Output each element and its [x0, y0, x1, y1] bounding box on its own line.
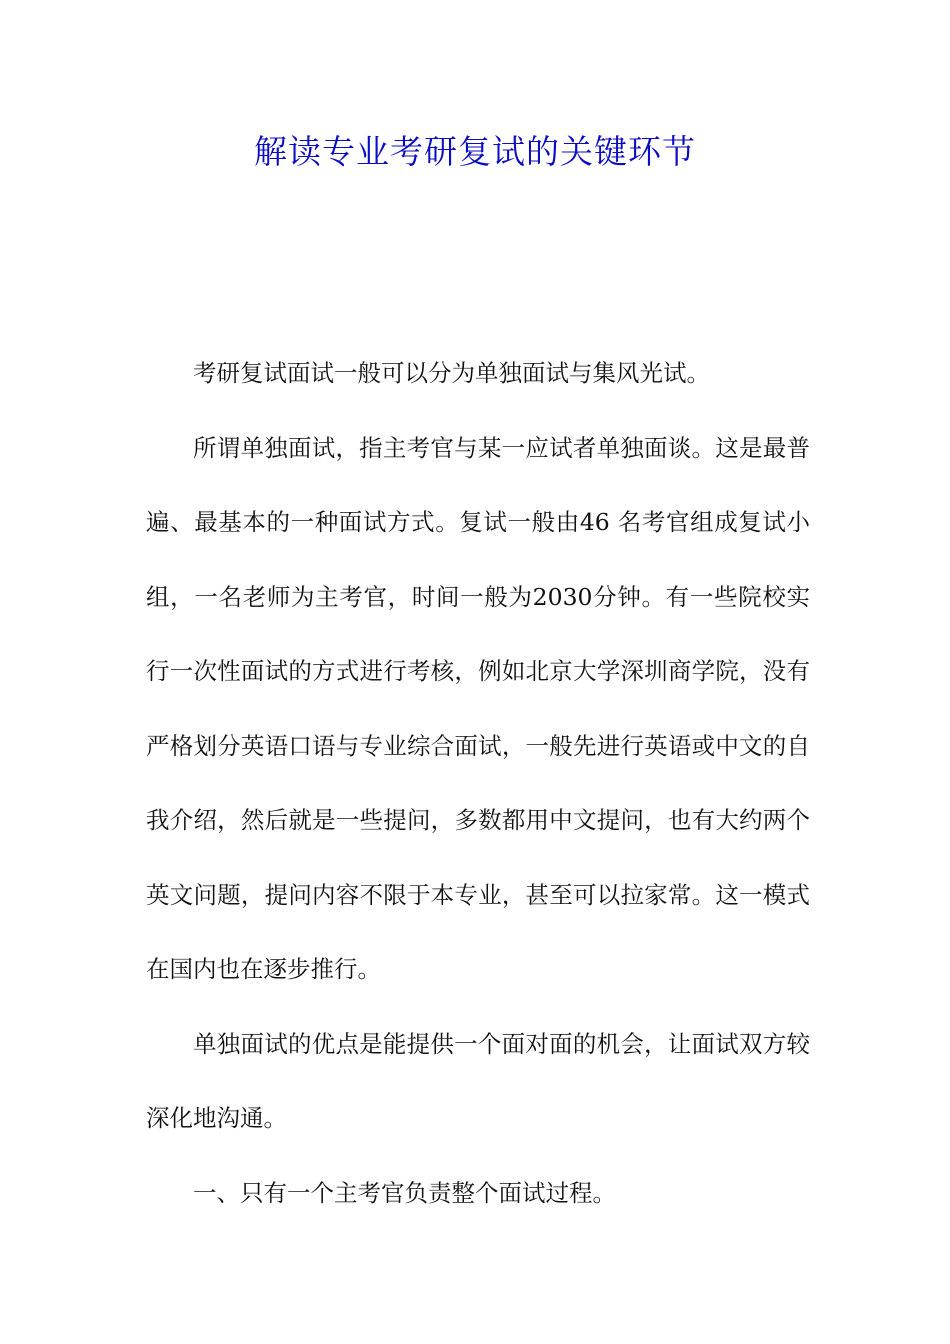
paragraph-advantages: 单独面试的优点是能提供一个面对面的机会，让面试双方较深化地沟通。 — [146, 1029, 810, 1132]
paragraph-intro: 考研复试面试一般可以分为单独面试与集风光试。 — [193, 359, 710, 387]
document-body — [146, 336, 810, 1230]
document-title: 解读专业考研复试的关键环节 — [254, 132, 696, 171]
paragraph-individual-interview: 所谓单独面试，指主考官与某一应试者单独面谈。这是最普遍、最基本的一种面试方式。复试一般由46 名考官组成复试小组，一名老师为主考官，时间一般为2030分钟。有一些院校实行一次性面试的方式进行考核，例如北京大学深圳商学院，没有严格划分英语口语与专业综合面试，一般先进行英语或中文的自我介绍，然后就是一些提问，多数都用中文提问，也有大约两个英文问题，提问内容不限于本专业，甚至可以拉家常。这一模式在国内也在逐步推行。 — [146, 433, 810, 983]
paragraph-point-one: 一、只有一个主考官负责整个面试过程。 — [193, 1178, 616, 1207]
